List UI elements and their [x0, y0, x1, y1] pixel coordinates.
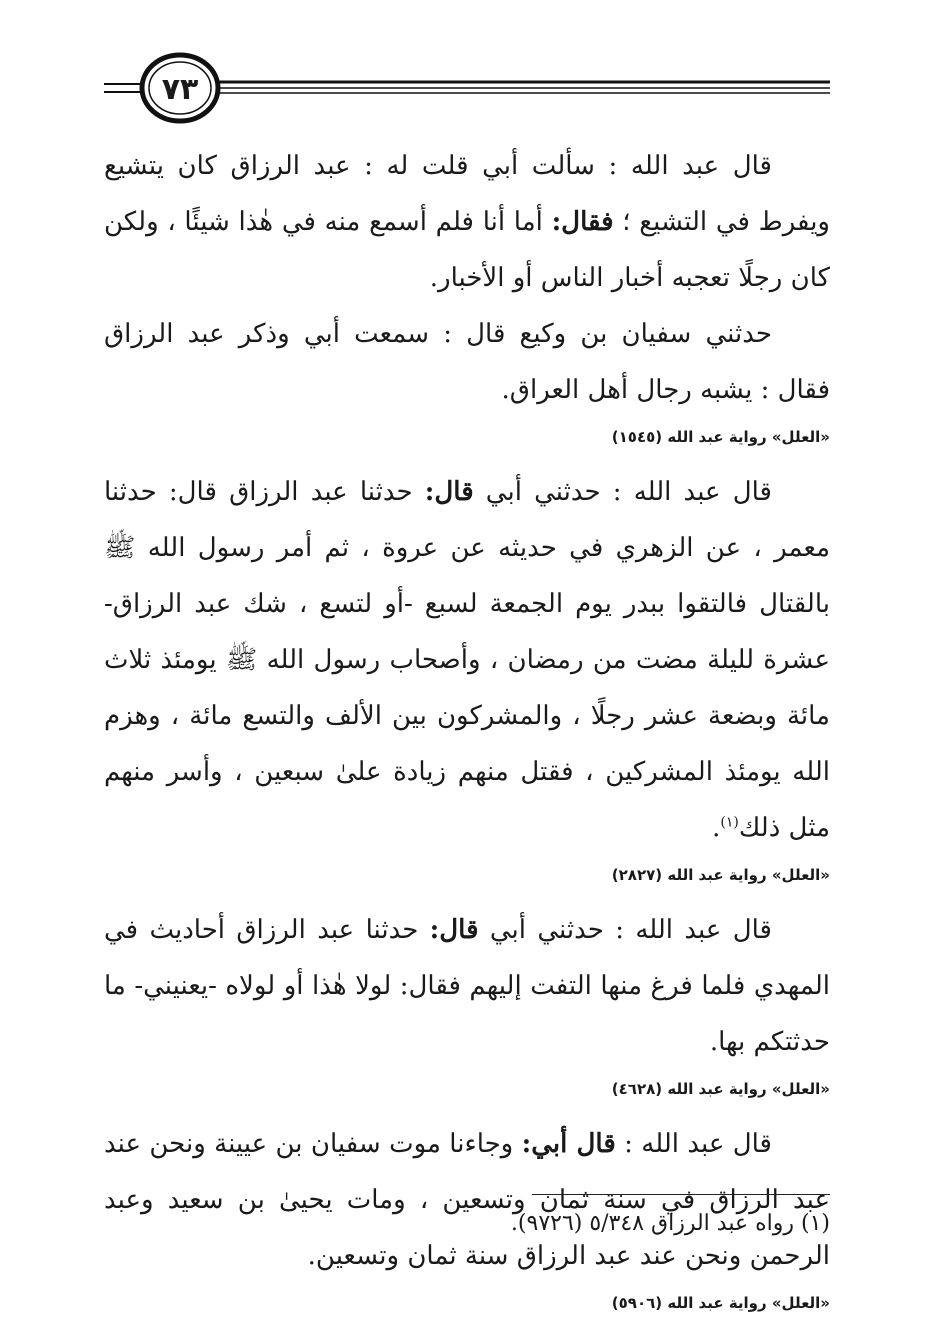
footnote-marker: (١): [800, 1211, 830, 1236]
paragraph: قال عبد الله : سألت أبي قلت له : عبد الرزاق كان يتشيع ويفرط في التشيع ؛ فقال: أما أنا فلم أسمع منه في هٰذا شيئًا ، ولكن كان رجلًا تعجبه أخبار الناس أو الأخبار.: [104, 151, 830, 293]
page-header: [104, 48, 830, 132]
citation: «العلل» رواية عبد الله (٥٩٠٦): [611, 1294, 830, 1312]
paragraph: قال عبد الله : حدثني أبي قال: حدثنا عبد الرزاق قال: حدثنا معمر ، عن الزهري في حديثه عن عروة ، ثم أمر رسول الله ﷺ بالقتال فالتقوا ببدر يوم الجمعة لسبع -أو لتسع ، شك عبد الرزاق- عشرة لليلة مضت من رمضان ، وأصحاب رسول الله ﷺ يومئذ ثلاث مائة وبضعة عشر رجلًا ، والمشركون بين الألف والتسع مائة ، وهزم الله يومئذ المشركين ، فقتل منهم زيادة علىٰ سبعين ، وأسر منهم مثل ذلك$^{(١)}$.: [104, 477, 830, 843]
footnote-reference: (١): [720, 814, 739, 831]
page-number: ٧٣: [161, 72, 199, 107]
page-body: [104, 138, 830, 1330]
paragraph: قال عبد الله : قال أبي: وجاءنا موت سفيان بن عيينة ونحن عند عبد الرزاق في سنة ثمان وتسعين ، ومات يحيىٰ بن سعيد وعبد الرحمن ونحن عند عبد الرزاق سنة ثمان وتسعين.: [104, 1129, 830, 1271]
citation: «العلل» رواية عبد الله (٢٨٢٧): [611, 866, 830, 884]
paragraph: حدثني سفيان بن وكيع قال : سمعت أبي وذكر عبد الرزاق فقال : يشبه رجال أهل العراق.: [104, 319, 830, 405]
footnote: [104, 1204, 830, 1244]
paragraph: قال عبد الله : حدثني أبي قال: حدثنا عبد الرزاق أحاديث في المهدي فلما فرغ منها التفت إليهم فقال: لولا هٰذا أو لولاه -يعنيني- ما حدثتكم بها.: [104, 915, 830, 1057]
footnote-divider: [532, 1194, 830, 1195]
footnote-text: رواه عبد الرزاق ٥/٣٤٨ (٩٧٢٦).: [510, 1211, 794, 1236]
citation: «العلل» رواية عبد الله (٤٦٢٨): [611, 1080, 830, 1098]
citation: «العلل» رواية عبد الله (١٥٤٥): [611, 428, 830, 446]
